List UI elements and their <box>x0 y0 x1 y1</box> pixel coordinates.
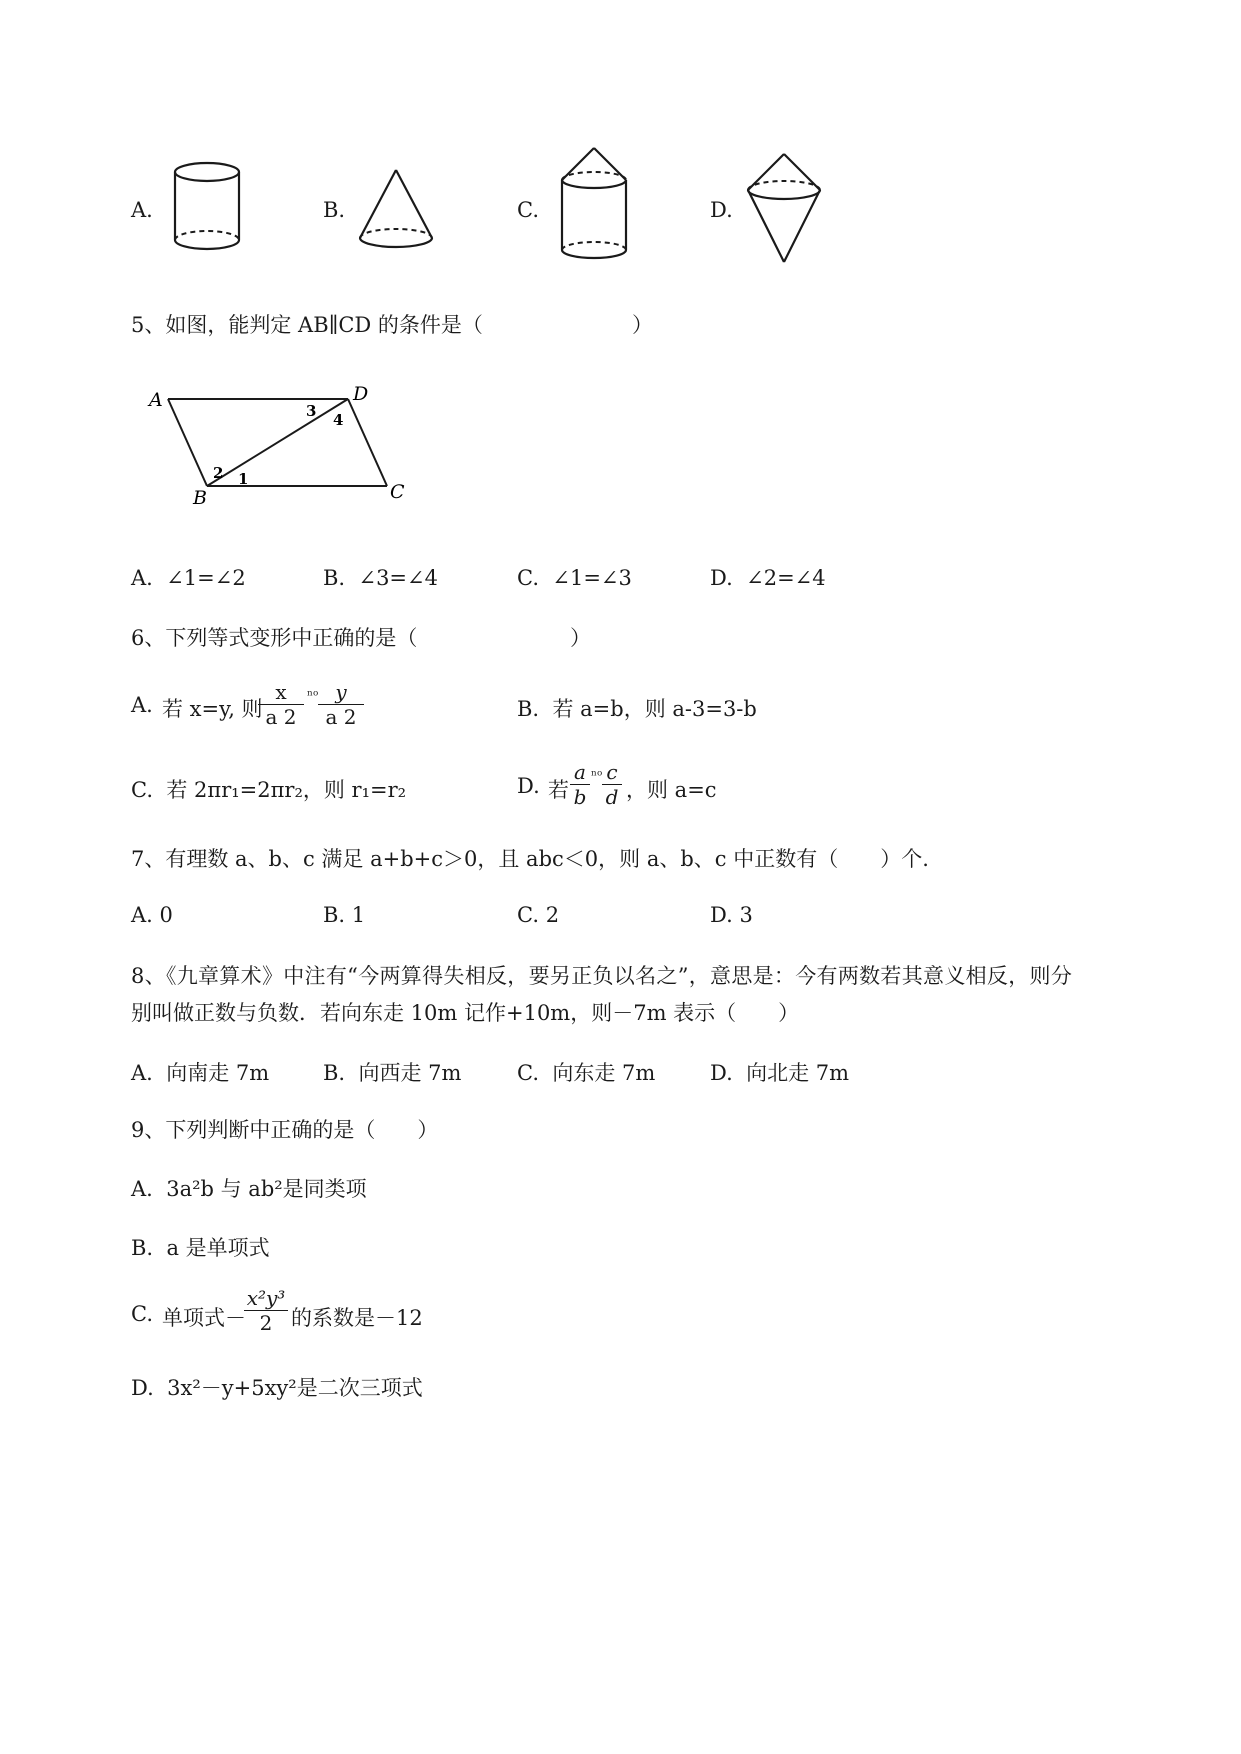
q8-option-d-text: 向北走 7m <box>746 1061 850 1085</box>
q8-option-a-label: A. <box>131 1061 153 1085</box>
q6-d-denominator-1: b <box>573 785 587 809</box>
q9-option-c-label: C. <box>131 1302 153 1326</box>
q4-option-b-label: B. <box>323 198 346 222</box>
q5-stem: 5、如图，能判定 AB∥CD 的条件是（ <box>131 313 483 337</box>
q6-d-numerator-2: c <box>606 760 618 784</box>
parallelogram-figure <box>140 378 430 513</box>
q6-option-d-post: ，则 a=c <box>626 778 717 802</box>
q8-option-b-text: 向西走 7m <box>358 1061 462 1085</box>
cone-figure <box>354 166 438 252</box>
q9-option-b-label: B. <box>131 1236 154 1260</box>
q5-option-c <box>517 566 632 590</box>
angle-3-label: 3 <box>306 402 317 420</box>
q4-option-a-label: A. <box>131 198 153 222</box>
angle-2-label: 2 <box>213 464 224 482</box>
q8-stem-line-1: 8、《九章算术》中注有“今两算得失相反，要另正负以名之”，意思是：今有两数若其意义相反，则分 <box>131 964 1073 988</box>
q7-option-b-text: 1 <box>351 903 366 927</box>
q5-option-b-label: B. <box>323 566 346 590</box>
q9-option-c-pre: 单项式－ <box>162 1306 246 1330</box>
q5-option-d-text: ∠2=∠4 <box>746 566 826 590</box>
q7-stem: 7、有理数 a、b、c 满足 a+b+c＞0，且 abc＜0，则 a、b、c 中正数有（ ）个. <box>131 847 929 871</box>
q6-option-c-text: 若 2πr₁=2πr₂，则 r₁=r₂ <box>166 778 407 802</box>
point-b-label: B <box>193 487 207 509</box>
q6-d-fraction-1 <box>570 760 590 809</box>
q7-option-d-text: 3 <box>739 903 753 927</box>
q9-option-d <box>131 1372 423 1402</box>
q6-option-d-pre: 若 <box>548 778 569 802</box>
q6-option-b-label: B. <box>517 697 540 721</box>
q6-a-numerator-1: x <box>275 680 287 704</box>
q6-a-fraction-1 <box>258 680 304 729</box>
point-a-label: A <box>149 389 163 411</box>
q5-option-a-text: ∠1=∠2 <box>166 566 246 590</box>
q6-option-c-label: C. <box>131 778 153 802</box>
q8-option-d-label: D. <box>710 1061 733 1085</box>
cylinder-figure <box>168 158 246 254</box>
q6-option-b <box>517 693 757 723</box>
cone-on-cylinder-figure <box>556 144 632 266</box>
q7-option-a-label: A. <box>131 903 153 927</box>
q6-option-c <box>131 774 406 804</box>
q9-c-numerator: x²y³ <box>246 1286 286 1310</box>
q6-a-numerator-2: y <box>335 680 347 704</box>
q9-option-a-text: 3a²b 与 ab²是同类项 <box>166 1177 367 1201</box>
q4-option-d-label: D. <box>710 198 733 222</box>
q9-stem: 9、下列判断中正确的是（ ） <box>131 1118 439 1142</box>
q9-option-b-text: a 是单项式 <box>166 1236 270 1260</box>
q8-option-c-text: 向东走 7m <box>552 1061 656 1085</box>
point-d-label: D <box>353 383 369 405</box>
q9-option-d-label: D. <box>131 1376 154 1400</box>
q8-option-b-label: B. <box>323 1061 346 1085</box>
q8-option-b <box>323 1057 461 1087</box>
q7-option-d <box>710 903 753 927</box>
q5-option-a-label: A. <box>131 566 153 590</box>
q8-option-a <box>131 1057 269 1087</box>
q7-option-b <box>323 903 365 927</box>
q5-close-paren: ） <box>632 313 653 337</box>
q6-a-denominator-1: a 2 <box>265 705 297 729</box>
q7-option-c <box>517 903 559 927</box>
q9-option-a <box>131 1173 367 1203</box>
angle-1-label: 1 <box>238 470 249 488</box>
q6-option-b-text: 若 a=b，则 a-3=3-b <box>552 697 757 721</box>
q6-d-denominator-2: d <box>605 785 619 809</box>
q7-option-b-label: B. <box>323 903 346 927</box>
q6-option-a-label: A. <box>131 693 153 717</box>
angle-4-label: 4 <box>333 411 344 429</box>
q8-stem-line-2: 别叫做正数与负数．若向东走 10m 记作+10m，则－7m 表示（ ） <box>131 1001 800 1025</box>
q6-option-a-pre: 若 x=y, 则 <box>162 697 263 721</box>
q9-option-c-post: 的系数是－12 <box>291 1306 423 1330</box>
q7-option-c-text: 2 <box>545 903 560 927</box>
q5-option-a <box>131 566 246 590</box>
q5-option-d-label: D. <box>710 566 733 590</box>
q8-option-c-label: C. <box>517 1061 539 1085</box>
q7-option-a-text: 0 <box>159 903 173 927</box>
double-cone-figure <box>742 150 826 268</box>
point-c-label: C <box>390 481 405 503</box>
q7-option-d-label: D. <box>710 903 733 927</box>
q8-option-d <box>710 1057 849 1087</box>
q8-option-a-text: 向南走 7m <box>166 1061 270 1085</box>
q9-c-fraction <box>244 1286 288 1335</box>
q7-option-c-label: C. <box>517 903 539 927</box>
q6-d-garbled-mark: ⁿᵒ <box>591 768 603 784</box>
q5-option-b <box>323 566 438 590</box>
q4-option-c-label: C. <box>517 198 539 222</box>
q6-a-fraction-2 <box>318 680 364 729</box>
q6-close-paren: ） <box>570 626 591 650</box>
q5-option-b-text: ∠3=∠4 <box>358 566 438 590</box>
q6-a-denominator-2: a 2 <box>325 705 357 729</box>
q9-option-d-text: 3x²－y+5xy²是二次三项式 <box>167 1376 423 1400</box>
q9-option-b <box>131 1232 270 1262</box>
q8-option-c <box>517 1057 655 1087</box>
q6-stem: 6、下列等式变形中正确的是（ <box>131 626 418 650</box>
q6-d-numerator-1: a <box>574 760 586 784</box>
q5-option-d <box>710 566 826 590</box>
q5-option-c-text: ∠1=∠3 <box>552 566 632 590</box>
q9-option-a-label: A. <box>131 1177 153 1201</box>
q6-option-d-label: D. <box>517 774 540 798</box>
q5-option-c-label: C. <box>517 566 539 590</box>
q6-d-fraction-2 <box>602 760 622 809</box>
q7-option-a <box>131 903 173 927</box>
q9-c-denominator: 2 <box>259 1311 273 1335</box>
q6-a-garbled-mark: ⁿᵒ <box>307 688 319 704</box>
